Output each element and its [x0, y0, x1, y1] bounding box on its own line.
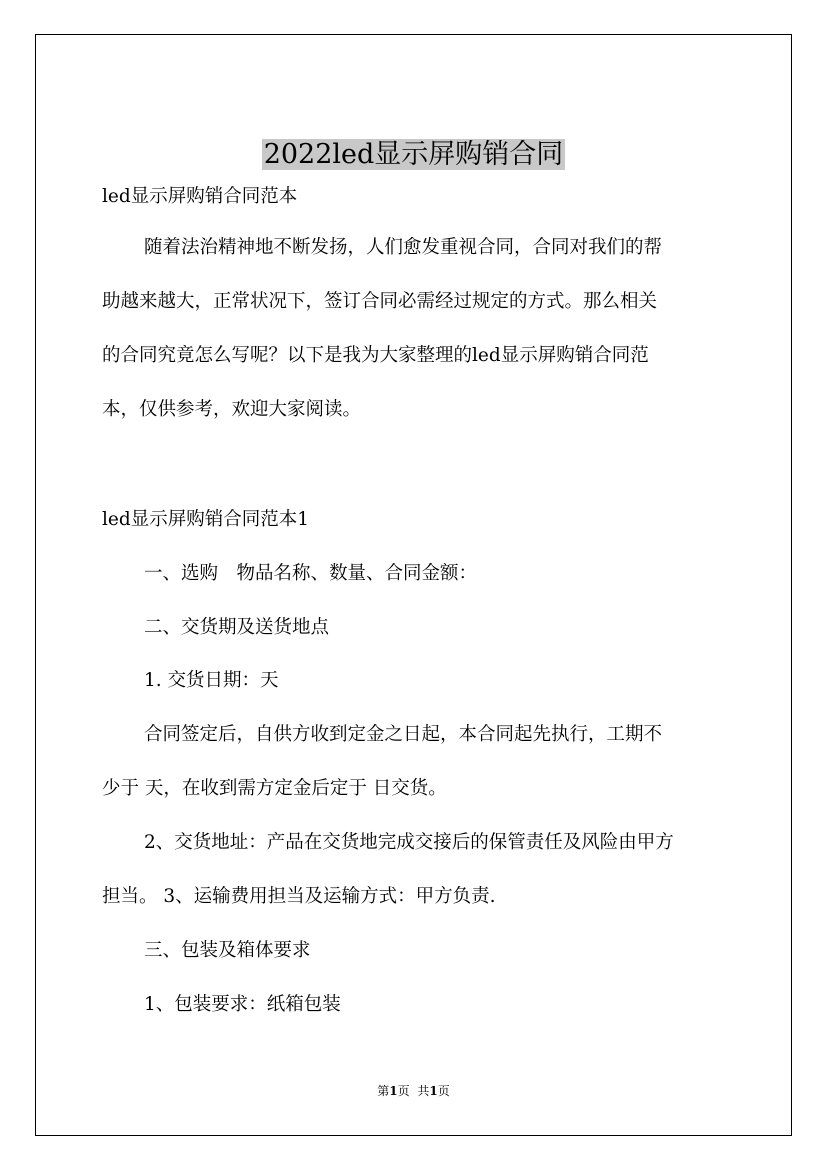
paragraph-line: 少于 天，在收到需方定金后定于 日交货。 — [102, 778, 447, 799]
page-number: 1 — [389, 1084, 398, 1098]
paragraph-line: 助越来越大，正常状况下，签订合同必需经过规定的方式。那么相关 — [102, 291, 658, 312]
document-page — [35, 34, 792, 1136]
paragraph-line: 2、交货地址：产品在交货地完成交接后的保管责任及风险由甲方 — [144, 832, 674, 853]
total-label-suffix: 页 — [437, 1084, 450, 1098]
page-label-suffix: 页 — [397, 1084, 410, 1098]
paragraph-line: 一、选购 物品名称、数量、合同金额： — [144, 563, 478, 584]
page-label-prefix: 第 — [377, 1084, 390, 1098]
total-pages: 1 — [429, 1084, 438, 1098]
paragraph-line: 1、包装要求：纸箱包装 — [144, 994, 341, 1015]
page-footer — [36, 1083, 791, 1099]
paragraph-line: 1. 交货日期：天 — [144, 670, 279, 691]
paragraph-line: 合同签定后，自供方收到定金之日起，本合同起先执行，工期不 — [144, 724, 663, 745]
paragraph-line: 随着法治精神地不断发扬，人们愈发重视合同，合同对我们的帮 — [144, 237, 663, 258]
paragraph-line: 担当。 3、运输费用担当及运输方式：甲方负责. — [102, 886, 496, 907]
section-heading: led显示屏购销合同范本 — [102, 186, 298, 207]
section-heading: led显示屏购销合同范本1 — [102, 509, 309, 530]
total-label-prefix: 共 — [417, 1084, 430, 1098]
paragraph-line: 二、交货期及送货地点 — [144, 617, 330, 638]
document-title — [36, 135, 791, 175]
document-title-text: 2022led显示屏购销合同 — [263, 139, 564, 170]
paragraph-line: 的合同究竟怎么写呢？以下是我为大家整理的led显示屏购销合同范 — [102, 345, 649, 366]
paragraph-line: 三、包装及箱体要求 — [144, 940, 311, 961]
paragraph-line: 本，仅供参考，欢迎大家阅读。 — [102, 399, 362, 420]
